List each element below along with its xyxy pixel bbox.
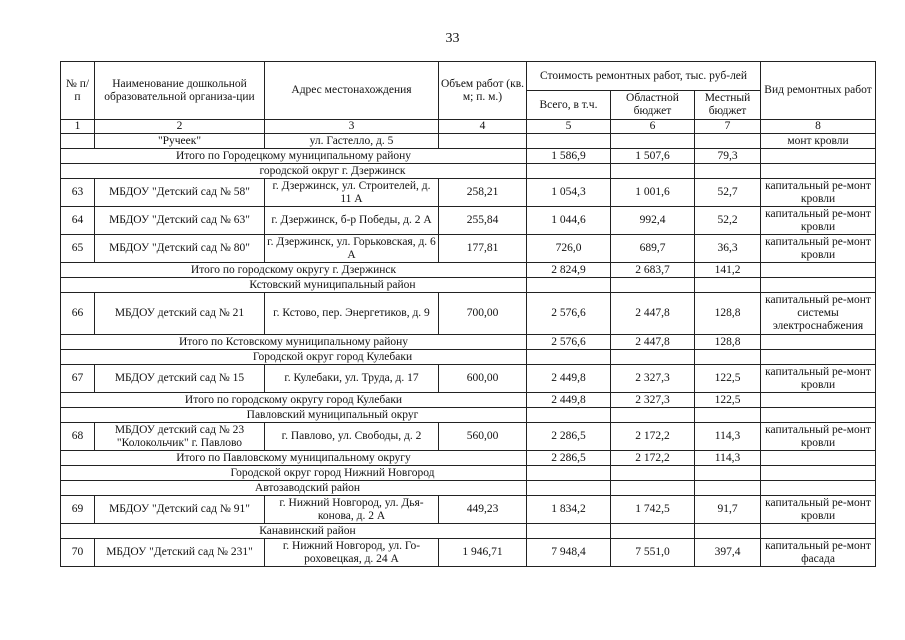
header-num: № п/п [61, 62, 95, 120]
total-label: Итого по Кстовскому муниципальному району [61, 335, 527, 350]
cost-regional: 2 327,3 [611, 393, 695, 408]
work-type: капитальный ре-монт системы электроснабжения [761, 293, 876, 335]
kindergarten-name: МБДОУ "Детский сад № 91" [95, 496, 265, 524]
address: г. Кулебаки, ул. Труда, д. 17 [265, 365, 439, 393]
kindergarten-name: МБДОУ детский сад № 23 "Колокольчик" г. Павлово [95, 423, 265, 451]
header-volume: Объем работ (кв. м; п. м.) [439, 62, 527, 120]
header-total: Всего, в т.ч. [527, 91, 611, 120]
work-volume: 255,84 [439, 207, 527, 235]
work-volume: 258,21 [439, 179, 527, 207]
cost-local: 141,2 [695, 263, 761, 278]
table-row [61, 235, 876, 263]
subgroup-row [61, 481, 876, 496]
total-label: Итого по Павловскому муниципальному округу [61, 451, 527, 466]
cost-regional: 1 742,5 [611, 496, 695, 524]
cost-local: 36,3 [695, 235, 761, 263]
col-number: 3 [265, 120, 439, 134]
total-row [61, 335, 876, 350]
col-number: 5 [527, 120, 611, 134]
table-row [61, 293, 876, 335]
total-row [61, 149, 876, 164]
row-number: 70 [61, 539, 95, 567]
total-row [61, 451, 876, 466]
cost-local: 114,3 [695, 423, 761, 451]
cost-local: 122,5 [695, 365, 761, 393]
col-number: 2 [95, 120, 265, 134]
address: г. Дзержинск, ул. Строителей, д. 11 А [265, 179, 439, 207]
work-type: капитальный ре-монт кровли [761, 235, 876, 263]
group-row [61, 278, 876, 293]
cost-total: 2 576,6 [527, 335, 611, 350]
page-number: 33 [445, 31, 460, 46]
col-number: 6 [611, 120, 695, 134]
cost-local: 79,3 [695, 149, 761, 164]
address: г. Нижний Новгород, ул. Го-роховецкая, д. 24 А [265, 539, 439, 567]
address: г. Дзержинск, б-р Победы, д. 2 А [265, 207, 439, 235]
cost-regional: 1 001,6 [611, 179, 695, 207]
kindergarten-name: МБДОУ "Детский сад № 63" [95, 207, 265, 235]
cost-regional: 2 327,3 [611, 365, 695, 393]
work-type: капитальный ре-монт кровли [761, 179, 876, 207]
kindergarten-name: "Ручеек" [95, 134, 265, 149]
work-type: капитальный ре-монт кровли [761, 365, 876, 393]
cost-local: 122,5 [695, 393, 761, 408]
kindergarten-name: МБДОУ детский сад № 21 [95, 293, 265, 335]
cost-regional: 2 172,2 [611, 451, 695, 466]
group-label: Городской округ город Нижний Новгород [61, 466, 527, 481]
subgroup-label: Канавинский район [61, 524, 527, 539]
subgroup-row [61, 524, 876, 539]
col-number: 7 [695, 120, 761, 134]
total-label: Итого по городскому округу город Кулебаки [61, 393, 527, 408]
cost-total: 2 449,8 [527, 365, 611, 393]
total-label: Итого по городскому округу г. Дзержинск [61, 263, 527, 278]
cost-total: 1 044,6 [527, 207, 611, 235]
col-number: 4 [439, 120, 527, 134]
group-label: Павловский муниципальный округ [61, 408, 527, 423]
group-label: городской округ г. Дзержинск [61, 164, 527, 179]
cost-regional: 992,4 [611, 207, 695, 235]
cost-total: 1 586,9 [527, 149, 611, 164]
cost-regional: 1 507,6 [611, 149, 695, 164]
work-volume: 1 946,71 [439, 539, 527, 567]
subgroup-label: Автозаводский район [61, 481, 527, 496]
address: г. Кстово, пер. Энергетиков, д. 9 [265, 293, 439, 335]
work-volume: 449,23 [439, 496, 527, 524]
kindergarten-name: МБДОУ "Детский сад № 80" [95, 235, 265, 263]
work-volume: 177,81 [439, 235, 527, 263]
cost-total: 726,0 [527, 235, 611, 263]
cost-local: 114,3 [695, 451, 761, 466]
table-row [61, 496, 876, 524]
work-type: монт кровли [761, 134, 876, 149]
cost-local: 397,4 [695, 539, 761, 567]
table-row [61, 207, 876, 235]
cost-total: 1 054,3 [527, 179, 611, 207]
work-volume: 560,00 [439, 423, 527, 451]
address: г. Нижний Новгород, ул. Дья-конова, д. 2 А [265, 496, 439, 524]
cost-regional: 7 551,0 [611, 539, 695, 567]
cost-local: 52,2 [695, 207, 761, 235]
work-volume: 600,00 [439, 365, 527, 393]
work-type: капитальный ре-монт фасада [761, 539, 876, 567]
group-label: Городской округ город Кулебаки [61, 350, 527, 365]
header-cost: Стоимость ремонтных работ, тыс. руб-лей [527, 62, 761, 91]
row-number: 67 [61, 365, 95, 393]
cost-local: 91,7 [695, 496, 761, 524]
cost-regional: 2 447,8 [611, 335, 695, 350]
work-type: капитальный ре-монт кровли [761, 207, 876, 235]
header-local: Местный бюджет [695, 91, 761, 120]
column-number-row [61, 120, 876, 134]
cost-local: 52,7 [695, 179, 761, 207]
row-number: 66 [61, 293, 95, 335]
col-number: 1 [61, 120, 95, 134]
cost-total: 2 286,5 [527, 451, 611, 466]
cost-regional: 689,7 [611, 235, 695, 263]
cost-regional: 2 172,2 [611, 423, 695, 451]
table-row [61, 134, 876, 149]
row-number: 69 [61, 496, 95, 524]
address: г. Дзержинск, ул. Горьковская, д. 6 А [265, 235, 439, 263]
cost-total: 2 449,8 [527, 393, 611, 408]
col-number: 8 [761, 120, 876, 134]
work-volume: 700,00 [439, 293, 527, 335]
total-row [61, 263, 876, 278]
header-regional: Областной бюджет [611, 91, 695, 120]
group-row [61, 164, 876, 179]
row-number: 64 [61, 207, 95, 235]
cost-local: 128,8 [695, 335, 761, 350]
cost-regional: 2 683,7 [611, 263, 695, 278]
total-label: Итого по Городецкому муниципальному району [61, 149, 527, 164]
address: ул. Гастелло, д. 5 [265, 134, 439, 149]
work-type: капитальный ре-монт кровли [761, 423, 876, 451]
address: г. Павлово, ул. Свободы, д. 2 [265, 423, 439, 451]
cost-total: 2 576,6 [527, 293, 611, 335]
table-row [61, 423, 876, 451]
row-number: 68 [61, 423, 95, 451]
header-work-type: Вид ремонтных работ [761, 62, 876, 120]
table-row [61, 539, 876, 567]
cost-total: 2 824,9 [527, 263, 611, 278]
total-row [61, 393, 876, 408]
row-number: 63 [61, 179, 95, 207]
kindergarten-name: МБДОУ "Детский сад № 231" [95, 539, 265, 567]
cost-total: 2 286,5 [527, 423, 611, 451]
table-row [61, 179, 876, 207]
table-row [61, 365, 876, 393]
work-type: капитальный ре-монт кровли [761, 496, 876, 524]
cost-total: 1 834,2 [527, 496, 611, 524]
cost-regional: 2 447,8 [611, 293, 695, 335]
group-label: Кстовский муниципальный район [61, 278, 527, 293]
row-number: 65 [61, 235, 95, 263]
kindergarten-name: МБДОУ детский сад № 15 [95, 365, 265, 393]
cost-total: 7 948,4 [527, 539, 611, 567]
header-name: Наименование дошкольной образовательной организа-ции [95, 62, 265, 120]
group-row [61, 350, 876, 365]
repair-cost-table [60, 61, 876, 567]
group-row [61, 466, 876, 481]
kindergarten-name: МБДОУ "Детский сад № 58" [95, 179, 265, 207]
group-row [61, 408, 876, 423]
header-address: Адрес местонахождения [265, 62, 439, 120]
cost-local: 128,8 [695, 293, 761, 335]
